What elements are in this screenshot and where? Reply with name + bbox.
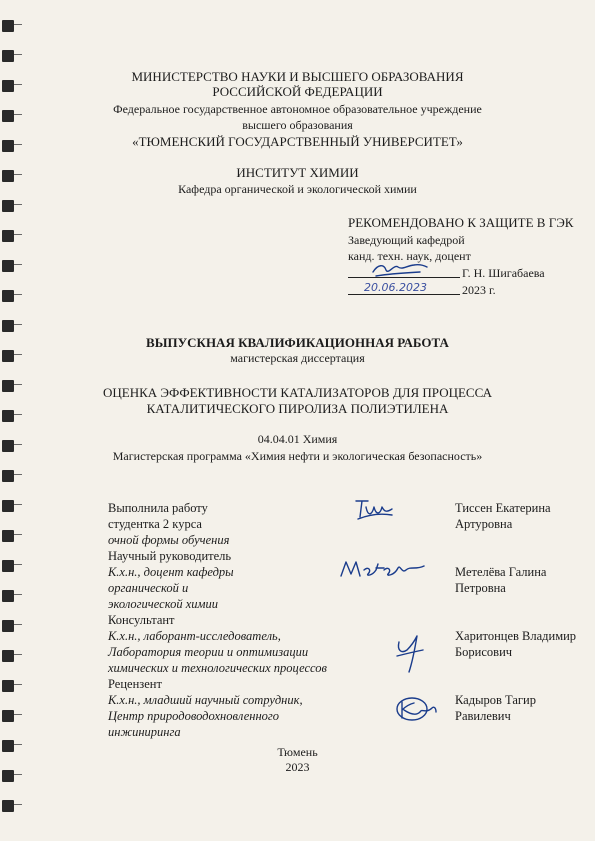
approval-title: РЕКОМЕНДОВАНО К ЗАЩИТЕ В ГЭК [348, 215, 574, 230]
supervisor-name-2: Петровна [455, 581, 506, 595]
supervisor-label: Научный руководитель [108, 549, 232, 563]
author-name-1: Тиссен Екатерина [455, 501, 551, 515]
ministry-line-1: МИНИСТЕРСТВО НАУКИ И ВЫСШЕГО ОБРАЗОВАНИЯ [131, 69, 464, 84]
binder-hole [2, 50, 14, 62]
binder-hole [2, 200, 14, 212]
reviewer-desc-2: Центр природоводохновленного [108, 709, 280, 723]
binder-hole [2, 710, 14, 722]
consultant-desc-2: Лаборатория теории и оптимизации [108, 645, 309, 659]
footer-year: 2023 [285, 760, 310, 774]
institution-line-1: Федеральное государственное автономное образовательное учреждение [113, 102, 482, 116]
approval-degree: канд. техн. наук, доцент [348, 249, 471, 263]
author-label-2: студентка 2 курса [108, 517, 202, 531]
author-label-1: Выполнила работу [108, 501, 208, 515]
institute-name: ИНСТИТУТ ХИМИИ [236, 165, 359, 180]
date-line [348, 294, 460, 295]
work-program: Магистерская программа «Химия нефти и экологическая безопасность» [112, 449, 483, 463]
approval-name: Г. Н. Шигабаева [462, 266, 545, 280]
approval-year: 2023 г. [462, 283, 496, 297]
supervisor-signature [338, 556, 428, 582]
institution-line-2: высшего образования [242, 118, 353, 132]
reviewer-label: Рецензент [108, 677, 162, 691]
author-label-3: очной формы обучения [108, 533, 230, 547]
consultant-signature [393, 632, 429, 676]
work-code: 04.04.01 Химия [257, 432, 338, 446]
binder-hole [2, 620, 14, 632]
binder-hole [2, 260, 14, 272]
consultant-name-1: Харитонцев Владимир [455, 629, 577, 643]
binder-hole [2, 230, 14, 242]
binder-hole [2, 800, 14, 812]
ministry-line-2: РОССИЙСКОЙ ФЕДЕРАЦИИ [212, 84, 383, 99]
author-name-2: Артуровна [455, 517, 513, 531]
binder-hole [2, 650, 14, 662]
university-name: «ТЮМЕНСКИЙ ГОСУДАРСТВЕННЫЙ УНИВЕРСИТЕТ» [132, 134, 463, 149]
supervisor-name-1: Метелёва Галина [455, 565, 547, 579]
head-signature [370, 258, 430, 280]
approval-date-handwritten: 20.06.2023 [364, 281, 427, 294]
consultant-desc-1: К.х.н., лаборант-исследователь, [108, 629, 281, 643]
reviewer-desc-3: инжиниринга [108, 725, 181, 739]
work-title-line-1: ОЦЕНКА ЭФФЕКТИВНОСТИ КАТАЛИЗАТОРОВ ДЛЯ ПРОЦЕССА [103, 385, 492, 400]
reviewer-desc-1: К.х.н., младший научный сотрудник, [108, 693, 303, 707]
work-subtype: магистерская диссертация [230, 351, 365, 365]
author-signature [352, 495, 396, 523]
approval-position: Заведующий кафедрой [348, 233, 465, 247]
binder-hole [2, 500, 14, 512]
work-type: ВЫПУСКНАЯ КВАЛИФИКАЦИОННАЯ РАБОТА [146, 335, 449, 350]
reviewer-name-1: Кадыров Тагир [455, 693, 536, 707]
work-title-line-2: КАТАЛИТИЧЕСКОГО ПИРОЛИЗА ПОЛИЭТИЛЕНА [146, 401, 449, 416]
consultant-label: Консультант [108, 613, 175, 627]
binder-hole [2, 20, 14, 32]
binder-hole [2, 560, 14, 572]
binder-hole [2, 680, 14, 692]
binder-hole [2, 290, 14, 302]
department-name: Кафедра органической и экологической химии [178, 182, 417, 196]
binder-hole [2, 470, 14, 482]
consultant-name-2: Борисович [455, 645, 513, 659]
reviewer-signature [394, 694, 438, 724]
binder-hole [2, 530, 14, 542]
supervisor-desc-2: органической и [108, 581, 189, 595]
reviewer-name-2: Равилевич [455, 709, 511, 723]
binder-hole [2, 590, 14, 602]
binder-hole [2, 320, 14, 332]
supervisor-desc-1: К.х.н., доцент кафедры [108, 565, 234, 579]
supervisor-desc-3: экологической химии [108, 597, 218, 611]
footer-city: Тюмень [277, 745, 318, 759]
consultant-desc-3: химических и технологических процессов [108, 661, 327, 675]
